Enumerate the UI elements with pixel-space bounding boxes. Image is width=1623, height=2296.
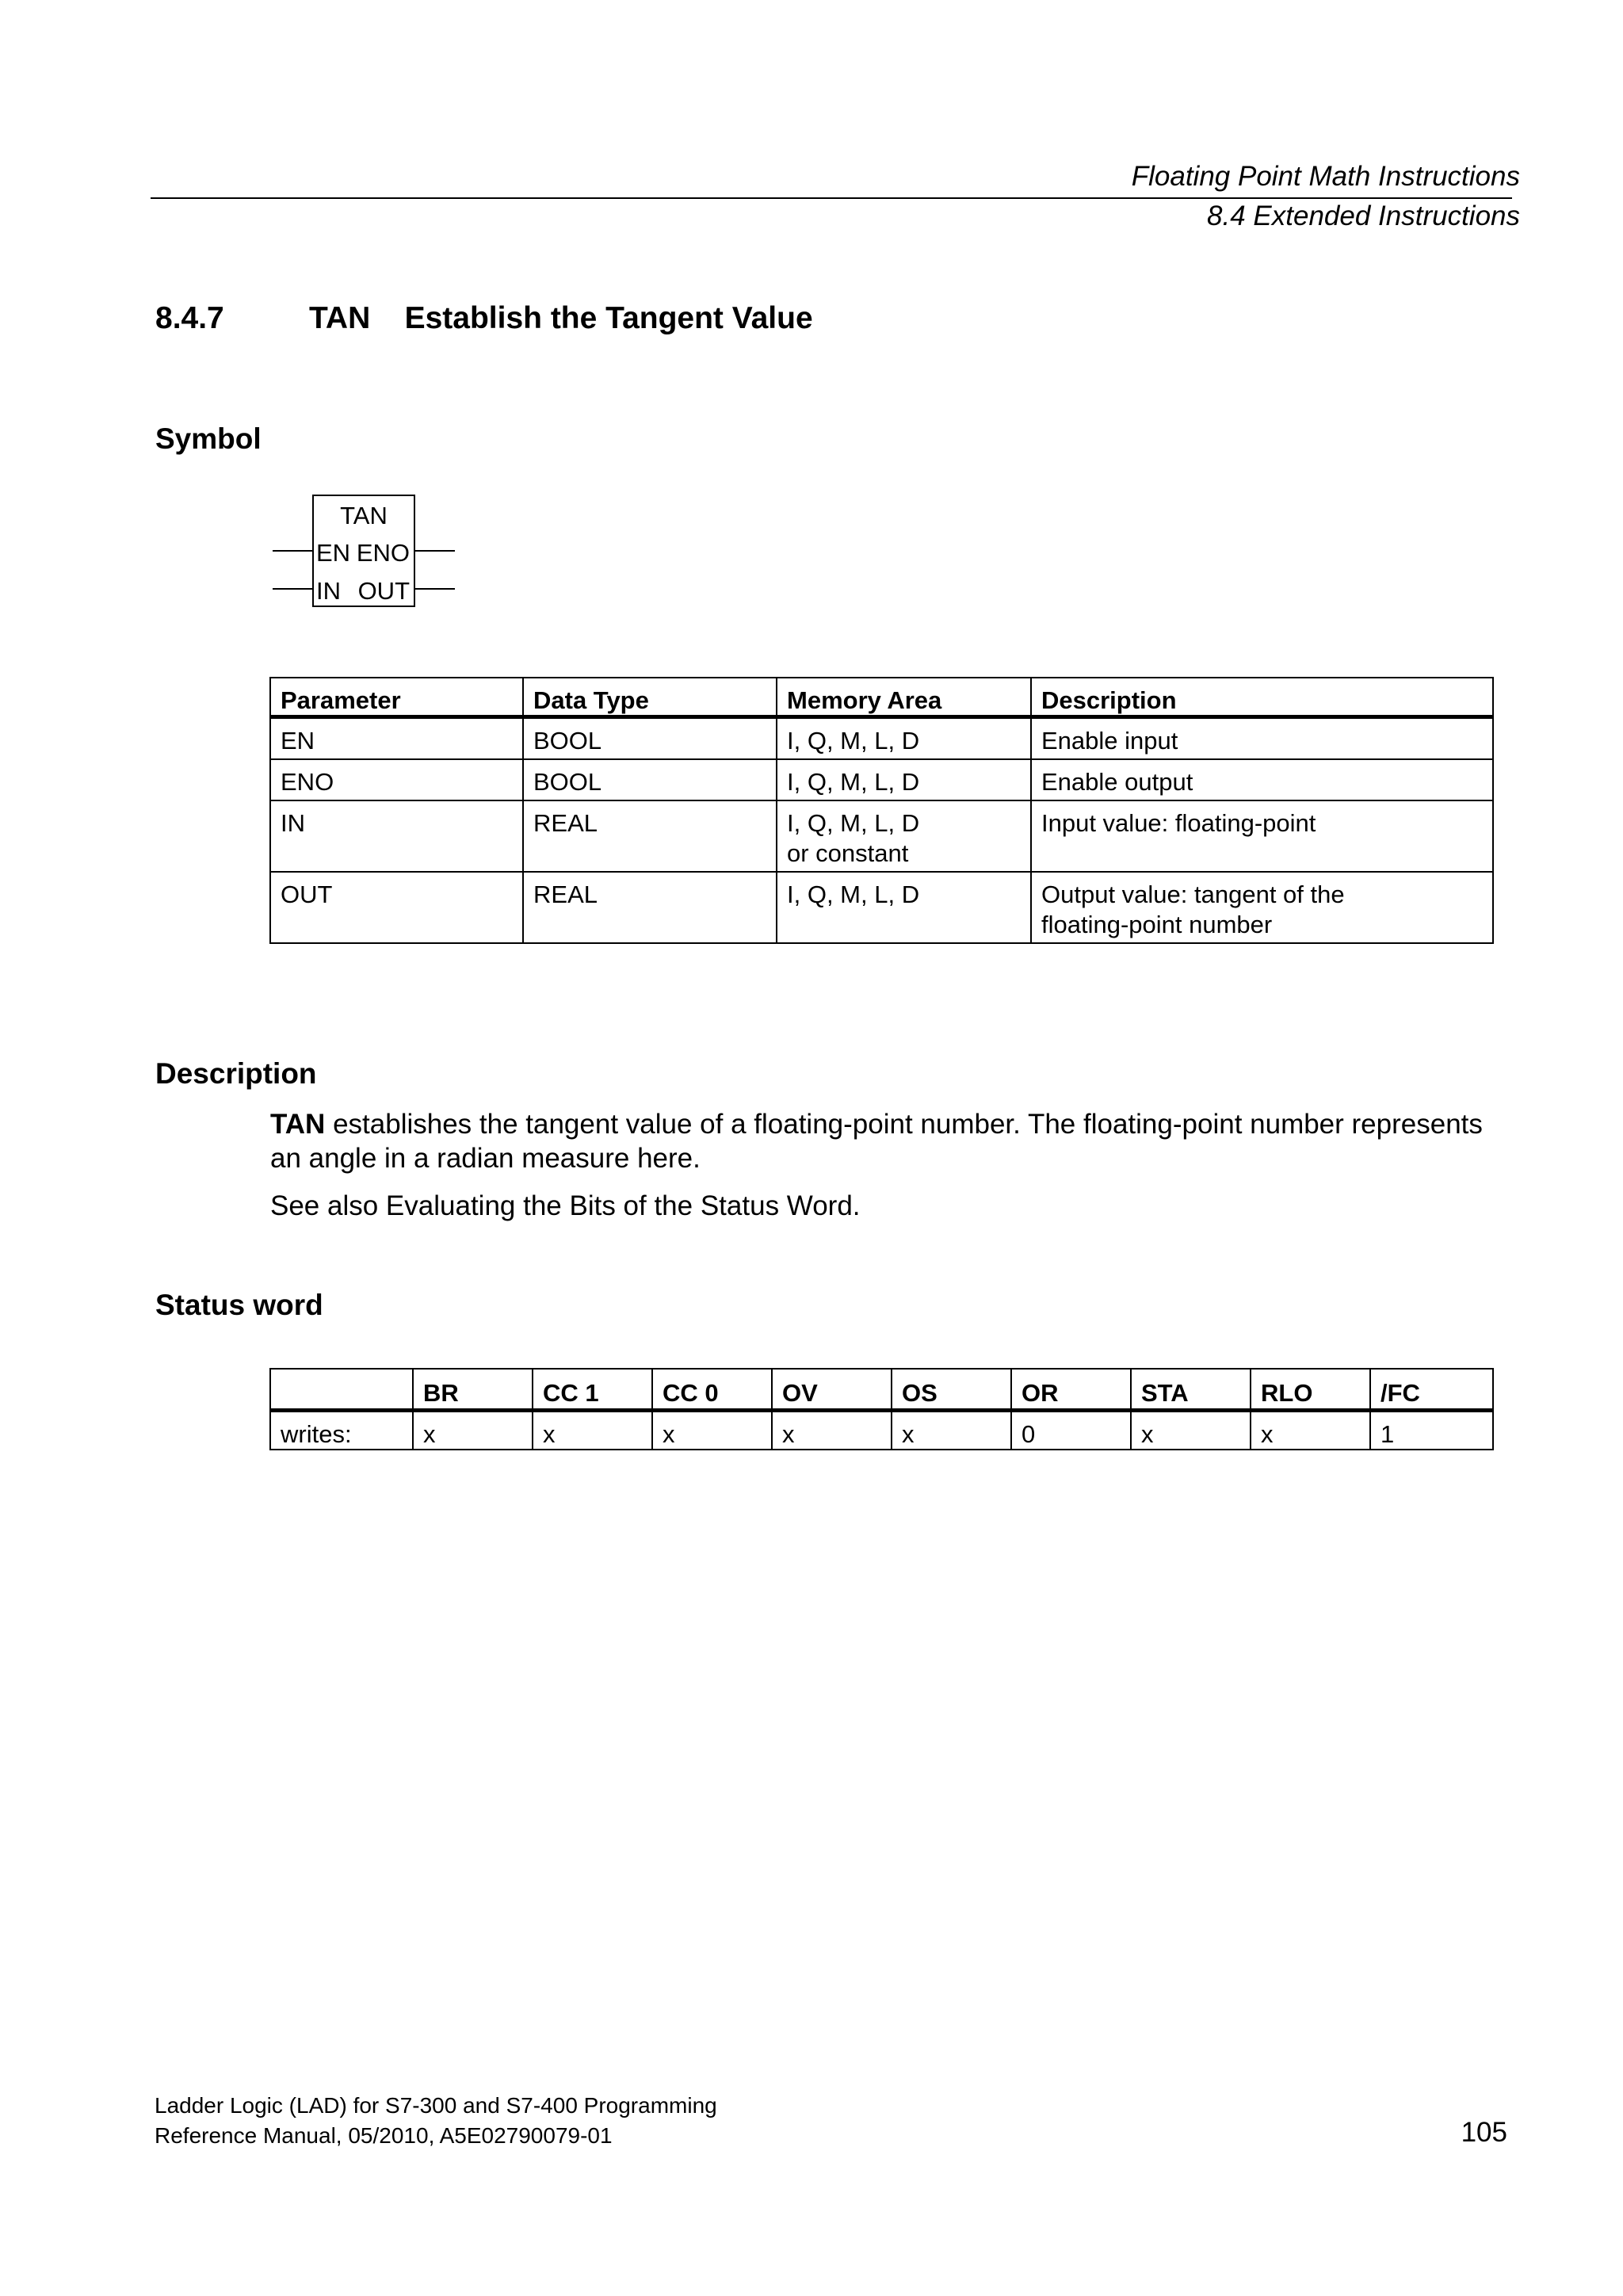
status-header-br: BR (413, 1369, 533, 1410)
symbol-pin-eno: ENO (356, 539, 410, 567)
symbol-pin-in: IN (316, 577, 341, 605)
table-cell: REAL (523, 800, 777, 872)
section-number: 8.4.7 (155, 301, 224, 335)
table-cell: ENO (270, 759, 523, 800)
table-cell: x (772, 1410, 892, 1450)
table-cell: 1 (1370, 1410, 1493, 1450)
status-header-blank (270, 1369, 413, 1410)
symbol-heading: Symbol (155, 422, 262, 455)
status-header-cc0: CC 0 (652, 1369, 772, 1410)
table-cell: x (413, 1410, 533, 1450)
running-header-chapter: Floating Point Math Instructions (1131, 161, 1520, 192)
table-cell: REAL (523, 872, 777, 943)
status-word-heading: Status word (155, 1289, 323, 1321)
page-number: 105 (1461, 2117, 1507, 2148)
tan-symbol-box (312, 495, 415, 607)
description-text: establishes the tangent value of a floating-point number. The floating-point number represents an angle in a radian measure here. (270, 1109, 1483, 1174)
status-header-ov: OV (772, 1369, 892, 1410)
table-cell: EN (270, 717, 523, 760)
see-also-paragraph: See also Evaluating the Bits of the Status Word. (270, 1190, 861, 1221)
header-rule (151, 197, 1512, 199)
status-writes-row (270, 1410, 1493, 1450)
table-row (270, 717, 1493, 760)
table-cell: I, Q, M, L, D (777, 872, 1031, 943)
table-cell: I, Q, M, L, D (777, 759, 1031, 800)
table-cell: IN (270, 800, 523, 872)
symbol-pin-en: EN (316, 539, 351, 567)
section-title: TAN Establish the Tangent Value (309, 301, 813, 335)
table-cell: x (892, 1410, 1011, 1450)
status-header-rlo: RLO (1251, 1369, 1370, 1410)
table-cell: Enable input (1031, 717, 1493, 760)
table-cell: x (1251, 1410, 1370, 1450)
table-row (270, 872, 1493, 943)
column-header-memory-area: Memory Area (777, 678, 1031, 717)
table-cell: x (533, 1410, 652, 1450)
table-cell: I, Q, M, L, D or constant (777, 800, 1031, 872)
column-header-data-type: Data Type (523, 678, 777, 717)
eno-output-wire (415, 550, 455, 552)
in-input-wire (273, 588, 312, 590)
status-header-sta: STA (1131, 1369, 1251, 1410)
en-input-wire (273, 550, 312, 552)
status-word-table (269, 1368, 1494, 1450)
status-header-fc: /FC (1370, 1369, 1493, 1410)
status-header-cc1: CC 1 (533, 1369, 652, 1410)
instruction-name: TAN (270, 1109, 326, 1140)
running-header-section: 8.4 Extended Instructions (1207, 201, 1520, 231)
description-heading: Description (155, 1057, 317, 1090)
column-header-parameter: Parameter (270, 678, 523, 717)
description-paragraph (270, 1107, 1507, 1175)
status-table-header-row (270, 1369, 1493, 1410)
footer-manual-reference: Reference Manual, 05/2010, A5E02790079-01 (155, 2123, 613, 2148)
table-cell: Input value: floating-point (1031, 800, 1493, 872)
parameter-table (269, 677, 1494, 944)
status-header-os: OS (892, 1369, 1011, 1410)
out-output-wire (415, 588, 455, 590)
table-cell: BOOL (523, 717, 777, 760)
table-row (270, 800, 1493, 872)
table-row (270, 759, 1493, 800)
status-header-or: OR (1011, 1369, 1131, 1410)
table-cell: I, Q, M, L, D (777, 717, 1031, 760)
table-cell: OUT (270, 872, 523, 943)
table-cell: BOOL (523, 759, 777, 800)
table-cell: writes: (270, 1410, 413, 1450)
table-cell: Enable output (1031, 759, 1493, 800)
table-cell: x (1131, 1410, 1251, 1450)
column-header-description: Description (1031, 678, 1493, 717)
footer-manual-title: Ladder Logic (LAD) for S7-300 and S7-400 Programming (155, 2093, 717, 2118)
parameter-table-header-row (270, 678, 1493, 717)
table-cell: x (652, 1410, 772, 1450)
table-cell: Output value: tangent of the floating-point number (1031, 872, 1493, 943)
symbol-box-title: TAN (340, 502, 388, 529)
symbol-pin-out: OUT (357, 577, 410, 605)
table-cell: 0 (1011, 1410, 1131, 1450)
